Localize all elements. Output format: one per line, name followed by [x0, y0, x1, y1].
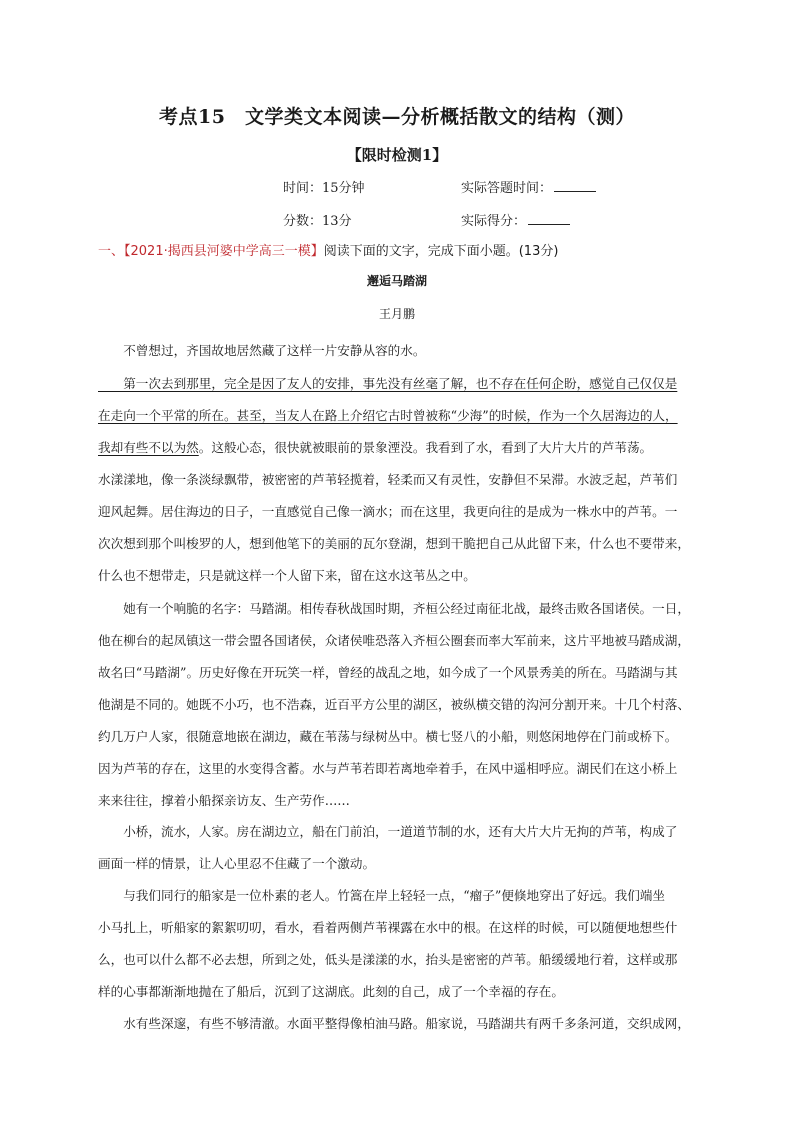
- underlined-text: 在走向一个平常的所在。甚至，当友人在路上介绍它古时曾被称“少海”的时候，作为一个久居海边的人，: [98, 408, 678, 423]
- essay-line: [98, 726, 677, 745]
- line-text: 因为芦苇的存在，这里的水变得含蓄。水与芦苇若即若离地牵着手，在风中遥相呼应。湖民们在这小桥上: [98, 761, 678, 776]
- essay-line: [98, 340, 425, 359]
- essay-line: [98, 662, 678, 681]
- essay-line: [98, 821, 677, 840]
- underlined-text: 第一次去到那里，完全是因了友人的安排，事先没有丝毫了解，也不存在任何企盼，感觉自己仅仅是: [98, 376, 678, 391]
- question-instruction: 阅读下面的文字，完成下面小题。(13分): [323, 244, 559, 259]
- line-text: 他湖是不同的。她既不小巧，也不浩森，近百平方公里的湖区，被纵横交错的沟河分割开来。十几个村落、: [98, 697, 690, 712]
- line-text: 水有些深邃，有些不够清澈。水面平整得像柏油马路。船家说，马踏湖共有两千多条河道，交织成网，: [98, 1016, 690, 1031]
- question-number: 一、: [98, 244, 125, 259]
- essay-line: [98, 694, 690, 713]
- essay-line: [98, 373, 677, 392]
- question-source: 【2021·揭西县河婆中学高三一模】: [124, 244, 324, 259]
- essay-line: [98, 1013, 690, 1032]
- line-text: 约几万户人家，很随意地嵌在湖边，藏在苇荡与绿树丛中。横七竖八的小船，则悠闲地停在门前或桥下。: [98, 729, 678, 744]
- total-score: 分数：13分: [283, 214, 352, 229]
- page-title: 考点15 文学类文本阅读—分析概括散文的结构（测）: [159, 106, 635, 128]
- actual-time: 实际答题时间：: [461, 177, 596, 196]
- question-heading: [98, 240, 558, 259]
- line-text: 小马扎上，听船家的絮絮叨叨，看水，看着两侧芦苇裸露在水中的根。在这样的时候，可以随便地想些什: [98, 920, 678, 935]
- section-subtitle: 【限时检测1】: [346, 146, 448, 164]
- essay-line: [98, 790, 350, 809]
- essay-line: [98, 981, 564, 1000]
- line-text: 水漾漾地，像一条淡绿飘带，被密密的芦苇轻揽着，轻柔而又有灵性，安静但不呆滞。水波乏起，芦苇们: [98, 472, 678, 487]
- essay-line: [98, 598, 690, 617]
- line-text: 迎风起舞。居住海边的日子，一直感觉自己像一滴水；而在这里，我更向往的是成为一株水中的芦苇。一: [98, 504, 678, 519]
- actual-time-blank: [554, 179, 596, 192]
- line-text: 次次想到那个叫梭罗的人，想到他笔下的美丽的瓦尔登湖，想到干脆把自己从此留下来，什么也不要带来，: [98, 536, 690, 551]
- line-text: 不曾想过，齐国故地居然藏了这样一片安静从容的水。: [98, 343, 426, 358]
- underlined-text: 我却有些不以为然: [98, 440, 199, 455]
- line-text: 画面一样的情景，让人心里忍不住藏了一个激动。: [98, 856, 376, 871]
- essay-line: [98, 949, 677, 968]
- essay-author: 王月鹏: [378, 307, 415, 321]
- essay-line: [98, 917, 677, 936]
- line-text: 。这般心态，很快就被眼前的景象湮没。我看到了水，看到了大片大片的芦苇荡。: [198, 440, 653, 455]
- essay-line: [98, 630, 690, 649]
- line-text: 故名曰“马踏湖”。历史好像在开玩笑一样，曾经的战乱之地，如今成了一个风景秀美的所在。马踏湖与其: [98, 665, 678, 680]
- line-text: 什么也不想带走，只是就这样一个人留下来，留在这水这苇丛之中。: [98, 568, 476, 583]
- line-text: 她有一个响脆的名字：马踏湖。相传春秋战国时期，齐桓公经过南征北战，最终击败各国诸侯。一日，: [98, 601, 690, 616]
- essay-line: [98, 437, 652, 456]
- essay-line: [98, 853, 375, 872]
- essay-line: [98, 533, 690, 552]
- essay-title: 邂逅马踏湖: [366, 274, 427, 288]
- essay-line: [98, 758, 677, 777]
- essay-line: [98, 565, 476, 584]
- line-text: 么，也可以什么都不必去想，所到之处，低头是漾漾的水，抬头是密密的芦苇。船缓缓地行着，这样或那: [98, 952, 678, 967]
- actual-score-blank: [528, 212, 570, 225]
- line-text: 小桥，流水，人家。房在湖边立，船在门前泊，一道道节制的水，还有大片大片无拘的芦苇，构成了: [98, 824, 678, 839]
- essay-line: [98, 405, 678, 424]
- essay-line: [98, 501, 677, 520]
- essay-line: [98, 885, 665, 904]
- line-text: 他在柳台的起凤镇这一带会盟各国诸侯，众诸侯唯恐落入齐桓公圈套而率大军前来，这片平地被马踏成湖，: [98, 633, 690, 648]
- actual-score: 实际得分：: [461, 210, 570, 229]
- time-limit: 时间：15分钟: [283, 181, 365, 196]
- essay-line: [98, 469, 677, 488]
- line-text: 来来往往，撑着小船探亲访友、生产劳作……: [98, 793, 350, 808]
- line-text: 样的心事都渐渐地抛在了船后，沉到了这湖底。此刻的自己，成了一个幸福的存在。: [98, 984, 564, 999]
- line-text: 与我们同行的船家是一位朴素的老人。竹篙在岸上轻轻一点，“瘤子”便倏地穿出了好远。我们端坐: [98, 888, 666, 903]
